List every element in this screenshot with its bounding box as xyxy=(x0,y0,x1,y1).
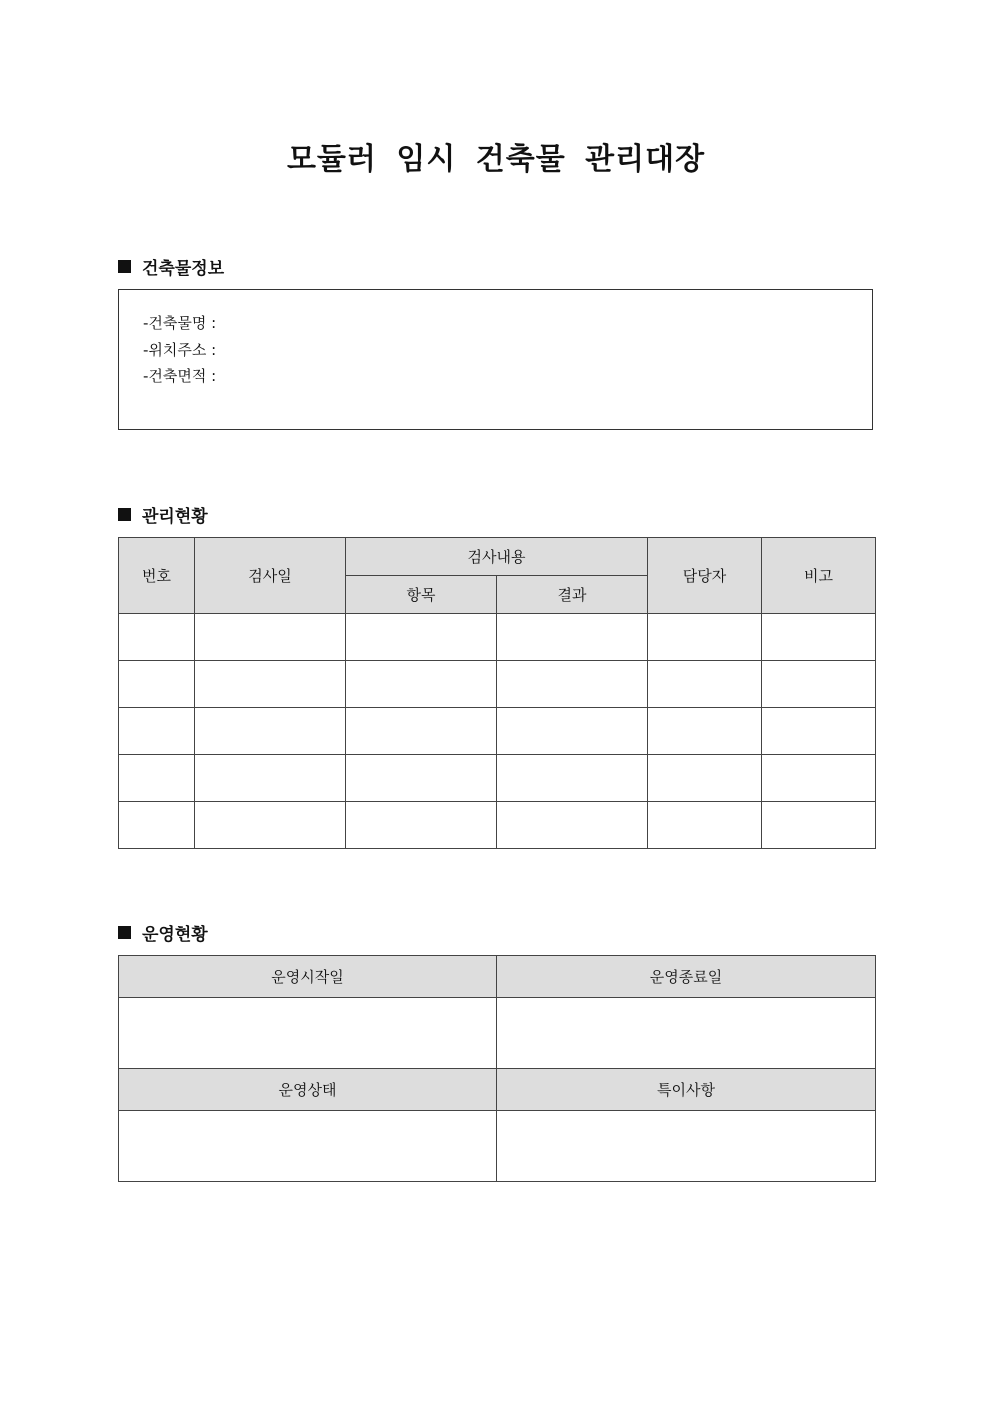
table-row xyxy=(119,755,876,802)
section-heading-management xyxy=(118,502,208,527)
square-bullet-icon xyxy=(118,926,131,939)
table-cell[interactable] xyxy=(119,708,195,755)
table-cell[interactable] xyxy=(346,802,497,849)
table-cell[interactable] xyxy=(762,755,876,802)
table-cell[interactable] xyxy=(195,708,346,755)
table-cell[interactable] xyxy=(119,802,195,849)
section-heading-label: 건축물정보 xyxy=(142,259,225,279)
header-remarks: 비고 xyxy=(762,538,876,614)
square-bullet-icon xyxy=(118,508,131,521)
table-cell[interactable] xyxy=(762,661,876,708)
table-cell[interactable] xyxy=(648,802,762,849)
table-cell[interactable] xyxy=(648,661,762,708)
operation-start-date-cell[interactable] xyxy=(119,998,497,1069)
operation-status-cell[interactable] xyxy=(119,1111,497,1182)
section-heading-operation xyxy=(118,920,208,945)
header-item: 항목 xyxy=(346,576,497,614)
table-cell[interactable] xyxy=(195,755,346,802)
table-cell[interactable] xyxy=(346,708,497,755)
location-address-field: -위치주소 : xyxy=(143,340,217,359)
section-heading-label: 운영현황 xyxy=(142,925,208,945)
page-title: 모듈러 임시 건축물 관리대장 xyxy=(286,142,706,177)
header-special-notes: 특이사항 xyxy=(497,1069,876,1111)
operation-table xyxy=(118,955,876,1182)
header-operation-status: 운영상태 xyxy=(119,1069,497,1111)
table-cell[interactable] xyxy=(346,614,497,661)
header-person-in-charge: 담당자 xyxy=(648,538,762,614)
square-bullet-icon xyxy=(118,260,131,273)
section-heading-building-info xyxy=(118,254,224,279)
table-row xyxy=(119,802,876,849)
header-operation-end-date: 운영종료일 xyxy=(497,956,876,998)
table-cell[interactable] xyxy=(195,661,346,708)
table-cell[interactable] xyxy=(119,755,195,802)
table-cell[interactable] xyxy=(195,614,346,661)
header-number: 번호 xyxy=(119,538,195,614)
table-row xyxy=(119,708,876,755)
table-cell[interactable] xyxy=(119,661,195,708)
header-operation-start-date: 운영시작일 xyxy=(119,956,497,998)
table-row xyxy=(119,661,876,708)
header-result: 결과 xyxy=(497,576,648,614)
building-area-field: -건축면적 : xyxy=(143,367,217,385)
special-notes-cell[interactable] xyxy=(497,1111,876,1182)
table-cell[interactable] xyxy=(497,755,648,802)
header-inspection-date: 검사일 xyxy=(195,538,346,614)
table-cell[interactable] xyxy=(497,802,648,849)
building-info-box xyxy=(118,289,873,430)
table-cell[interactable] xyxy=(497,661,648,708)
table-cell[interactable] xyxy=(648,614,762,661)
table-row xyxy=(119,614,876,661)
section-heading-label: 관리현황 xyxy=(142,507,208,527)
table-cell[interactable] xyxy=(762,708,876,755)
operation-end-date-cell[interactable] xyxy=(497,998,876,1069)
table-cell[interactable] xyxy=(497,708,648,755)
table-cell[interactable] xyxy=(648,708,762,755)
table-cell[interactable] xyxy=(762,802,876,849)
table-cell[interactable] xyxy=(497,614,648,661)
table-cell[interactable] xyxy=(648,755,762,802)
table-cell[interactable] xyxy=(346,661,497,708)
table-cell[interactable] xyxy=(346,755,497,802)
management-table xyxy=(118,537,876,849)
building-name-field: -건축물명 : xyxy=(143,314,217,332)
header-inspection-content: 검사내용 xyxy=(346,538,648,576)
table-cell[interactable] xyxy=(119,614,195,661)
table-cell[interactable] xyxy=(762,614,876,661)
table-cell[interactable] xyxy=(195,802,346,849)
